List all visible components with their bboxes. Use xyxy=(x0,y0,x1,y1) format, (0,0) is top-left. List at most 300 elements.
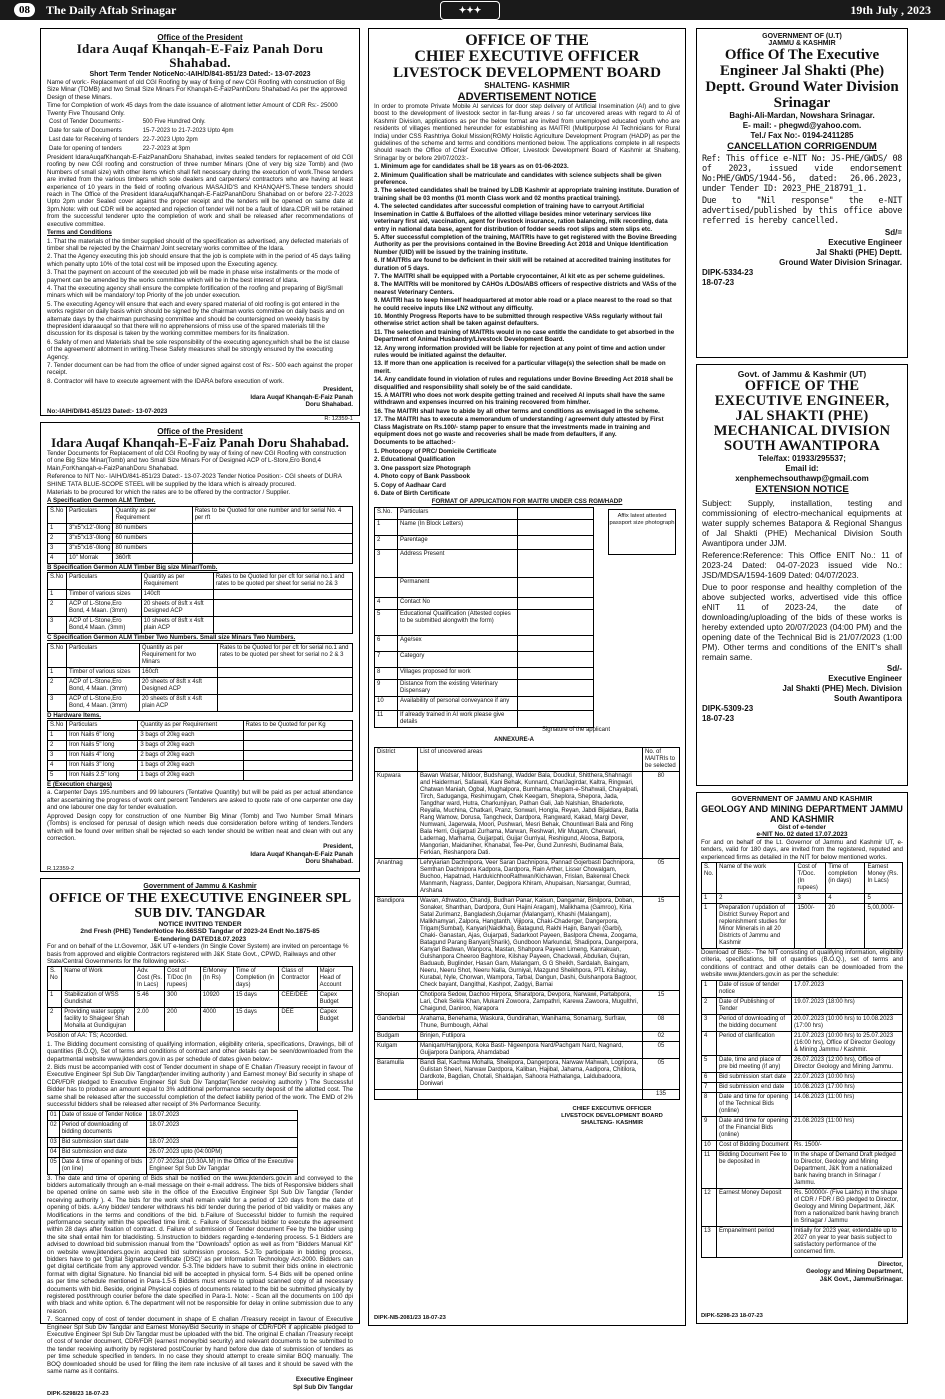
ad-ground-water-division xyxy=(696,28,908,358)
district-name: Kulgam xyxy=(375,1041,418,1058)
cell: 26.07.2023 (12:00 hrs), Office of Director Geology and Mining Jammu. xyxy=(792,1055,903,1072)
form-label: If already trained in AI work please give details xyxy=(398,710,518,727)
column-left xyxy=(40,28,360,1398)
col-num: 2 xyxy=(717,894,795,904)
point: 14. Any candidate found in violation of rules and regulations under Bovine Breeding Act 2018 shall be disqualified and responsibility shall solely be of the said candidate. xyxy=(374,376,674,391)
cell: 12 xyxy=(702,1188,717,1226)
form-blank xyxy=(517,635,594,651)
ad1-term: 3. That the payment on account of the executed job will be made in phase wise installments or the mode of payment can be amended by the works committee which will be in the best interest of Idara. xyxy=(47,269,340,284)
ad4-form-title: FORMAT OF APPLICATION FOR MAITRI UNDER CSS RGM/HADP xyxy=(431,498,623,506)
ad7-work-table xyxy=(701,862,903,949)
cell: 4 xyxy=(48,761,67,771)
doc-item: 1. Photocopy of PRC/ Domicile Certificate xyxy=(374,447,497,455)
ad4-title1: OFFICE OF THE xyxy=(465,32,589,49)
cell: 21.08.2023 (11:00 hrs) xyxy=(792,1116,903,1140)
ad7-signature xyxy=(701,1261,903,1284)
ad1-term: 6. Safety of men and Materials shall be sole responsibility of the executing agency,which shall be the ist clause of the agreement/ allotment in writing.These Safety measures shall be strongly ensured by the executing Agency. xyxy=(47,338,350,361)
cell: 20 sheets of 8sft x 4sft Designed ACP xyxy=(139,677,217,694)
form-label: Address Present xyxy=(398,549,518,577)
cell xyxy=(243,761,352,771)
cell: 1 xyxy=(48,667,67,677)
form-blank xyxy=(517,535,594,549)
point: 3. The selected candidates shall be trained by LDB Kashmir at appropriate training institute. Duration of training shall be 03 months (01 month Class work and 02 months practical training). xyxy=(374,187,679,202)
ad6-body2: Reference:Reference: This Office ENIT No.: 11 of 2023-24 Dated: 04-07-2023 issued vide No.: JSD/MDSA/1594-1609 Dated: 04/07/2023. xyxy=(702,550,902,580)
cell xyxy=(213,590,352,600)
term-text: That the payment on account of the executed job will be made in phase wise installments or the mode of payment can be amended by the works committee which will be in the best interest of Idara. xyxy=(47,269,340,284)
district-areas: Bandi Bal, Kachwa Mohalla, Sheikpora, Dangerpora, Narwaw Mahwah, Logripora, Gulistan Sheeri, Narwaw Dardpora, Kaliban, Hajibal, Jahama, Aadipora, Chitilora, Dardkote, Bagdian, Chotali, Shaldajan, Sahoora Hathalanga, Laldubadoora, Doniwari xyxy=(418,1058,643,1089)
column-middle xyxy=(368,28,686,1326)
cell: 20 sheets of 8sft x 4sft plain ACP xyxy=(139,694,217,711)
form-blank xyxy=(517,667,594,679)
cell: Date, time and place of pre bid meeting (if any) xyxy=(717,1055,792,1072)
district-areas: Arahama, Benehama, Waskura, Gundirahan, Wanihama, Sonamarg, Surfraw, Thune, Burnbough, Akhal xyxy=(418,1014,643,1031)
ad3-intro: For and on behalf of the Lt.Governor, J&K UT e-tenders (In Single Cover System) are invited on percentage % basis from approved and eligible Contractors registered with J&K State Govt., CPWD, Railways and other State/Central Governments for the following works:- xyxy=(47,943,349,966)
th: Name of Work xyxy=(62,967,135,991)
form-blank xyxy=(517,519,594,535)
ad3-code: DIPK-5298/23 18-07-23 xyxy=(47,1391,109,1398)
ad-spl-sub-div-tangdar xyxy=(40,878,360,1398)
sign-line: Spl Sub Div Tangdar xyxy=(292,1383,353,1391)
form-num: 7 xyxy=(375,651,398,667)
cell: Date and time for opening of the Financial Bids (online) xyxy=(717,1116,792,1140)
point-text: Minimum Qualification shall be matriculate and candidates with science subjects shall be given preference. xyxy=(374,171,662,187)
ad1-schedule xyxy=(47,118,235,154)
cell: 17.07.2023 xyxy=(792,980,903,997)
ad4-points xyxy=(374,163,680,438)
form-label: Contact No xyxy=(398,597,518,609)
code-line: DIPK-5309-23 xyxy=(702,704,754,713)
sched-value: 22-7-2023 Upto 2pm xyxy=(142,137,198,144)
cell: 2 xyxy=(48,533,67,543)
cell: Period of clarification xyxy=(717,1031,792,1055)
th: List of uncovered areas xyxy=(418,747,643,771)
ad5-body2: Due to "Nil response" the e-NIT advertised/published by this office above referred is hereby cancelled. xyxy=(702,196,902,226)
form-blank xyxy=(517,651,594,667)
cell xyxy=(243,771,352,781)
cell: 3 xyxy=(48,617,67,634)
th: Particulars xyxy=(67,721,138,731)
form-label: Availability of personal conveyance if any xyxy=(398,696,518,710)
ad7-govt: GOVERNMENT OF JAMMU AND KASHMIR xyxy=(731,796,873,803)
cell: 3"x5"x13'-0long xyxy=(67,533,113,543)
th: Quantity as per Requirement for two Minars xyxy=(139,643,217,667)
cell: 3 xyxy=(48,694,67,711)
ad6-body3: Due to poor response and healthy completion of the above subjected works, advertised vide this office eNIT 11 of 2023-24, the date of downloading/uploading of the bids of these works is hereby extended upto 20/07/2023 (04:00 PM) and the opening date of the Technical Bid is 21/07/2023 (1:00 PM). Other terms and conditions of the ENIT's shall remain same. xyxy=(702,582,902,662)
ad3-p3: 3. The date and time of opening of Bids shall be notified on the www.jktenders.gov.in and conveyed to the bidders automatically through an e-mail message on their e-mail address. The bids of Responsive bidders shall be opened online on same web site in the office of the Executive Engineer Spl Sub Div Tangdar (Tender receiving authority ). 4. The bids for the work shall remain valid for a period of 120 days from the date of opening of bids. a.Any bidder/ tenderer withdraws his bid/ tender during the period of bid validity or makes any Modifications in the terms and conditions of the bid. b.Failure of Successful bidder to furnish the required performance security within the specified time limit. c. Failure of Successful bidder to execute the agreement within 28 days after fixation of contract. d. Failure of submission of Tender document Fee by the bidder using the site shall entail him for blacklisting. 5.Instruction to bidders regarding e-tendering process. 5-1 Bidders are advised to download bid submission manual from the "Downloads" option as well as from "Bidders Manual Kit" on website www.jktenders.gov.in acquired bid submission process. 5-2.To participate in bidding process, bidders have to get 'Digital Signature Certificate (DSC)' as per Information Technology Act-2000. Bidders can get digital certificate from any approved vendor. 5-3.The bidders have to submit their bids online in electronic format with digital Signature. No financial bid will be accepted in physical form. 5-4 Bids will be opened online as per time schedule mentioned in Para-1.5-5 Bidders must ensure to upload scanned copy of all necessary documents with bid. Beside, original Physical copies of documents related to the bid be submitted physically by registered post/through courier before the date specified in Para-1. Note: - Scan all the documents on 100 dpi with black and white option. 6.The department will not be responsible for delay in online submission due to any reason. xyxy=(47,1174,353,1315)
ad4-docs-title: Documents to be attached:- xyxy=(374,439,456,447)
cell: 160cft xyxy=(139,667,217,677)
th: Rates to be Quoted for per cft for serial no.1 and rates to be quoted per sheet for serial no 2& 3 xyxy=(213,573,352,590)
ad1-term: 1. That the materials of the timber supplied should of the specification as advertised, any defected materials of timber shall be rejected by the Chairman/ Joint secretary works committee of the Idara. xyxy=(47,237,349,252)
cell: 3"x5"x12'-0long xyxy=(67,523,113,533)
ad1-term: 2. That the Agency executing this job should ensure that the job is complete with in the period of 45 days failing which penalty upto 10% of the total cost will be imposed upon the Executing agency. xyxy=(47,253,351,268)
doc-item: 3. One passport size Photograph xyxy=(374,464,471,472)
cell: 04 xyxy=(48,1147,60,1157)
cell xyxy=(213,617,352,634)
ad6-code xyxy=(702,704,902,724)
ad1-time: Time for Completion of work 45 days from the date issuance of allotment letter Amount of CDR Rs:- 25000 Twenty Five Thousand Only. xyxy=(47,102,338,117)
cell: 1 bags of 20kg each xyxy=(138,771,243,781)
cell xyxy=(213,600,352,617)
column-right xyxy=(696,28,908,1324)
cell: 2 xyxy=(702,997,717,1014)
ad3-sub1: NOTICE INVITING TENDER xyxy=(158,921,242,928)
form-label: Category xyxy=(398,651,518,667)
district-name: Anantnag xyxy=(375,858,418,896)
sign-line: J&K Govt., Jammu/Srinagar. xyxy=(819,1275,903,1283)
cell: Initially for 2023 year, extendable up to 2027 on year to year basis subject to satisfactory performance of the concerned firm. xyxy=(792,1226,903,1257)
cell xyxy=(217,677,352,694)
doc-text: Copy of Aadhaar Card xyxy=(380,481,446,489)
th: Time of completion (in days) xyxy=(826,863,865,894)
th: Earnest Money (Rs. In Lacs) xyxy=(865,863,903,894)
cell: 60 numbers xyxy=(113,533,192,543)
ad1-ref: No:-IAIH/D/841-851/23 Dated:- 13-07-2023 xyxy=(47,408,168,416)
form-num: 2 xyxy=(375,535,398,549)
doc-text: Educational Qualification xyxy=(380,456,456,464)
ad4-place: SHALTENG- KASHMIR xyxy=(484,81,570,90)
cell: 10" Morrak xyxy=(67,553,113,563)
district-count: 15 xyxy=(643,896,680,990)
ad4-districts-table xyxy=(374,747,680,1100)
cell xyxy=(375,1089,418,1099)
th: Quantity as per Requirement xyxy=(141,573,213,590)
ad1-signature xyxy=(47,386,353,408)
ad2-signature xyxy=(47,843,353,865)
point: 7. The MAITRI shall be equipped with a Portable cryocontainer, AI kit etc as per scheme guidelines. xyxy=(374,272,665,280)
col-num: 5 xyxy=(865,894,903,904)
cell: 15 days xyxy=(233,991,279,1008)
cell: 2 xyxy=(48,1008,62,1032)
cell: 5 xyxy=(702,1055,717,1072)
ad4-intro: In order to promote Private Mobile AI services for door step delivery of Artificial Insemination (AI) and to give boost to the development of livestock sector in far-flung areas / so far uncovered areas with regard to AI of Kashmir Division, applications as per the below format are invited from unemployed educated youth who are residents of villages mentioned hereunder for establishing as MAITRI (Multipurpose AI Technicians for Rural India) under CSS Rashtriya Gokul Mission(RGM)/ Holistic Agriculture Development Program (HADP) as per the guidelines of the scheme and terms and conditions mentioned below. The applications complete in all respects should reach the Office of Chief Executive Officer, Livestock Development Board of Kashmir at Shalteng, Srinagar by or before 29/07/2023:- xyxy=(374,103,680,162)
cell xyxy=(217,694,352,711)
ad5-body: Ref: This office e-NIT No: JS-PHE/GWDS/ 08 of 2023, issued vide endorsement No:PHE/GWDS/1944-56, dated: 26.06.2023, under Tender ID: 2023_PHE_218791_1. xyxy=(702,154,902,194)
form-blank xyxy=(517,696,594,710)
sign-line: Jal Shakti (PHE) Mech. Division xyxy=(782,684,902,693)
cell: Date & time of opening of bids (on line) xyxy=(59,1157,147,1174)
th: Class of Contractor xyxy=(279,967,317,991)
cell: 360rft xyxy=(113,553,192,563)
th: District xyxy=(375,747,418,771)
ad2-exec-a: a. Carpenter Days 195.numbers and 99 labourers (Tentative Quantity) but will be paid as per actual attendance after ascertaining the progress of work cent percent Tenderers are asked to quote rate of one carpenter one day and one labourer one day for tender evaluation. xyxy=(47,789,354,812)
issue-date: 19th July , 2023 xyxy=(850,3,931,17)
th: S. No xyxy=(48,967,62,991)
ad-mechanical-division-awantipora xyxy=(696,364,908,786)
cell: 4 xyxy=(702,1031,717,1055)
ad3-p1: 1. The Bidding document consisting of qualifying information, eligibility criteria, specifications, Drawings, bill of quantities (B.O.Q), Set of terms and conditions of contract and other details can be seen/downloaded from the departmental website www.jktenders.gov.in as per schedule of dates given below:- xyxy=(47,1040,353,1063)
ad2-ref: Reference to NIT No:- IAIH/D/841-851/23 Dated:- 13-07-2023 Tender Notice Position:- CGI sheets of DURA SHINE TATA BLUE-SCOPE STEEL will be supplied by the Idara which is already procured. xyxy=(47,473,342,488)
term-text: That the Agency executing this job should ensure that the job is complete with in the period of 45 days failing which penalty upto 10% of the total cost will be imposed upon the Executing agency. xyxy=(47,253,351,268)
form-num: 5 xyxy=(375,609,398,635)
th: E/Money (In Rs) xyxy=(200,967,233,991)
cell: ACP of L-Stone,Ero Bond, 4 Maan. (3mm) xyxy=(67,694,140,711)
cell: Period of downloading of the bidding document xyxy=(717,1014,792,1031)
cell: 200 xyxy=(165,1008,201,1032)
term-text: The executing Agency will ensure that each and every spared material of old roofing is got entered in the works register on daily basis which should be signed by the chairman works committee on daily basis and on alternate days by the chairman purchasing committee and should be countersigned on weekly basis by thepresident idaraauqaf so that there will no apprehensions of miss use of the spared materials till the discussion for its disposal is taken by the working committee members for its finalization. xyxy=(47,300,345,338)
sched-label: Cost of Tender Documents:- xyxy=(49,119,124,126)
doc-item: 4. Photo copy of Bank Passbook xyxy=(374,473,470,481)
th: S.No xyxy=(48,643,67,667)
th: Rates to be Quoted for per cft for serial no.1 and rates to be quoted per sheet for serial no 2 & 3 xyxy=(217,643,352,667)
cell: 2 xyxy=(48,677,67,694)
cell xyxy=(192,543,352,553)
col-num: 4 xyxy=(826,894,865,904)
district-count: 02 xyxy=(643,1031,680,1041)
sign-line: Jal Shakti (PHE) Deptt. xyxy=(815,248,902,257)
cell: 3"x5"x16'-0long xyxy=(67,543,113,553)
cell: Cost of Bidding Document xyxy=(717,1140,792,1150)
point: 12. Any wrong information provided will be liable for rejection at any point of time and action under rules would be initiated against the defaulter. xyxy=(374,344,666,359)
ad3-dates-table xyxy=(47,1110,298,1175)
newspaper-name: The Daily Aftab Srinagar xyxy=(46,3,177,17)
ad4-signature xyxy=(544,1106,680,1127)
cell: 3 bags of 20kg each xyxy=(138,731,243,741)
cell xyxy=(243,751,352,761)
cell: 5,00,000/- xyxy=(865,904,903,949)
sign-line: CHIEF EXECUTIVE OFFICER xyxy=(572,1105,652,1112)
cell: 15 days xyxy=(233,1008,279,1032)
cell: DEE xyxy=(279,1008,317,1032)
cell: 140cft xyxy=(141,590,213,600)
ad5-code xyxy=(702,268,902,288)
ad1-office: Office of the President xyxy=(157,33,243,42)
district-count: 80 xyxy=(643,771,680,858)
cell: 19.07.2023 (18:00 hrs) xyxy=(792,997,903,1014)
cell: Iron Nails 6" long xyxy=(67,731,138,741)
ad1-title: Idara Auqaf Khanqah-E-Faiz Panah Doru Shahabad. xyxy=(76,41,324,70)
cell: 20 sheets of 8sft x 4sft Designed ACP xyxy=(141,600,213,617)
cell: 05 xyxy=(48,1157,60,1174)
th: Adv. Cost (Rs. In Lacs) xyxy=(135,967,165,991)
cell: 3 bags of 20kg each xyxy=(138,741,243,751)
sign-line: Sd/- xyxy=(886,664,902,673)
ad2-table-b xyxy=(47,572,353,634)
district-areas: Maniqam/Hanjipora, Koka Basti- Nigeenpora Nard/Pachgam Nard, Nagnard, Gujjarpora Danipora, Ahamdabad xyxy=(418,1041,643,1058)
ad5-signature xyxy=(702,228,902,268)
ad5-state: JAMMU & KASHMIR xyxy=(768,40,836,47)
district-areas: Brinjen, Futlipora xyxy=(418,1031,643,1041)
district-name: Ganderbal xyxy=(375,1014,418,1031)
cell: Capex Budget xyxy=(317,991,352,1008)
cell: 11 xyxy=(702,1150,717,1188)
point: 2. Minimum Qualification shall be matriculate and candidates with science subjects shall be given preference. xyxy=(374,171,662,187)
district-areas: Chotipora Sedow, Dachoo Hirpora, Sharatpora, Devpora, Narwawi, Partabpora, Lari, Chek Sekla Khan, Mukarni Zowoora, Zampathri, Karewa Zawoora, Mugulthri, Chaigund, Daniroo, Narapora xyxy=(418,990,643,1014)
cell: 80 numbers xyxy=(113,523,192,533)
th: Name of the work xyxy=(717,863,795,894)
ad4-application-form xyxy=(374,507,680,747)
cell: 2 bags of 20kg each xyxy=(138,751,243,761)
point-text: Any wrong information provided will be liable for rejection at any point of time and action under rules would be initiated against the defaulter. xyxy=(374,344,666,359)
col-num: 1 xyxy=(702,894,717,904)
cell: 1 xyxy=(48,991,62,1008)
term-text: Contractor will have to execute agreement with the IDARA before execution of work. xyxy=(53,377,284,385)
cell xyxy=(192,523,352,533)
cell: 27.07.2023at (10.30A.M) in the Office of the Executive Engineer Spl Sub Div Tangdar xyxy=(147,1157,298,1174)
ad5-govt: GOVERNMENT OF (U.T) xyxy=(762,33,842,40)
sign-line: Ground Water Division Srinagar. xyxy=(779,258,902,267)
ad6-tel: Tele/fax: 01933/295537; xyxy=(758,454,846,463)
ad2-section-d: D Hardware Items. xyxy=(47,711,101,719)
district-name: Kupwara xyxy=(375,771,418,858)
th: S.No xyxy=(48,573,67,590)
form-label: Villages proposed for work xyxy=(398,667,518,679)
district-areas: Bawan Watsar, Nildoor, Budshangi, Wadder Bala, Doudkul, Shitthera,Shahnagri and Haidermari, Safawali, Kani Behak, Kunnard, ChariJagirdar, Kaltra, Ringwari, Chatwan Maniah, Ogbal, Mughalpora, Bumhama, Mugam-e-Shahwali, Chayalpati, Tirch, Saduganga, Reshimugam, Chek Keegam, Sheplora, Shepora, Jada, Tangdhar ward, Hutra, Charkunjiyan, Pathan Gali, Jab Nalshian, Bhaderkote, Reyalla, Muchina, Chatkari, Pranz, Sonwari, Hongla, Reyan, Jabdi Bijaldara, Batla Rang Wamow, Dorusa, Tangcheck, Dardpora, Rangward, Kakad, Margi Dever, Numwani, Jagerwala, Moori, Pushwari, Mesri Behak, Chountiwari Bala and Ring Bala Herri, Gujjarpati Zurhama, Marwan, Reshwari, Mir Muqam, Cherwari, Ladernag, Marhama, Gujjarpati, Gujjar Gurriyal, Reshigund, Aloosa, Batpora, Mangorian, Maidaniher, Khanabal, Tee-Per, Gund Zunreshi, Budinamal Bala, Ferkian, Reshanpora Dati. xyxy=(418,771,643,858)
ad2-title: Idara Auqaf Khanqah-E-Faiz Panah Doru Shahabad. xyxy=(51,435,349,450)
cell xyxy=(243,731,352,741)
point-text: If MAITRIs are found to be deficient in their skill will be retained at accredited training institutes for duration of 5 days. xyxy=(374,257,671,272)
th: S.No xyxy=(48,506,67,523)
doc-text: Date of Birth Certificate xyxy=(380,489,450,497)
cell: 20.07.2023 (10:00 hrs) to 10.08.2023 (17:00 hrs) xyxy=(792,1014,903,1031)
form-num: 6 xyxy=(375,635,398,651)
ad1-term: 8. Contractor will have to execute agreement with the IDARA before execution of work. xyxy=(47,377,284,385)
ad4-title3: LIVESTOCK DEVELOPMENT BOARD xyxy=(393,65,661,81)
cell: ACP of L-Stone,Ero Bond, 4 Maan. (3mm) xyxy=(67,677,140,694)
ad4-code: DIPK-NB-2081/23 18-07-23 xyxy=(374,1314,446,1321)
sched-label: Last date for Receiving of tenders xyxy=(49,137,139,144)
cell: ACP of L-Stone,Ero Bond,4 Maan. (3mm) xyxy=(67,617,142,634)
th: S. No. xyxy=(702,863,717,894)
point: 9. MAITRI has to keep himself headquartered at motor able road or a place nearest to the road so that he could receive inputs like LN2 without any difficulty. xyxy=(374,297,672,312)
ad5-subtitle: CANCELLATION CORRIGENDUM xyxy=(727,141,877,152)
district-name: Bandipora xyxy=(375,896,418,990)
district-areas: Wavan, Athwatoo, Chandji, Budhan Panar, Kaisun, Dangarnar, Binilpora, Doban, Sonaker, Shanthan, Dardpora, Guni Hajini Aragam), Malikhama (Gamroo), Kiria Satal Zurimanz, Bangladesh,Gujarnar (Malangam), Khashi (Malangam), Malikhamyari, Zalpora, Hangtanth, Vijipora, Chaki-Chaderger, Dangerpora, Trigam(Sumbal), Kanyari(Naidkhai), Batagund, Rakhi Hajin, Banyari (Garbi), Chaki- Ganastan, Ajas, Gujarpati, Sadarkoot Payeen, Baslpora Chewa, Zoogama, Batagund Parang Banyari(Sharik), Gundboon Markundal, Shadipora, Dangerpora, Kanyari Badwan, Wanpora, Mastan, Shahpora Payeen Limeng, Kanrakuan, Gulshanpora Cheeroo Baghtore, Kilshay Payeen, Chackwali, Abdulian, Gujran, Baduaub, Buglinder, Hasan Gam, Malangam, G G Sheikh, Sardalah, Baingam, Neeru, Neeru Shot, Neeru Nalla, Gurniyal, Mazgund Sheikhpora, PTL Kilshay, Kurabal, Nyle, Chorwan, Wampora, Tarbal, Dangun, Dashi, Gulshanpora Bagtoor, Check bayant, Dangithal, Kashpot, Zadgyi, Barnai xyxy=(418,896,643,990)
ad1-terms-title: Terms and Conditions xyxy=(47,229,112,237)
ad-livestock-development-board xyxy=(368,28,686,1326)
district-count: 05 xyxy=(643,1041,680,1058)
ad6-email-label: Email id: xyxy=(785,464,819,473)
cell: Empanelment period xyxy=(717,1226,792,1257)
form-label: Age/sex xyxy=(398,635,518,651)
form-num: 4 xyxy=(375,597,398,609)
cell: 22.07.2023 (10:00 hrs) xyxy=(792,1072,903,1082)
sign-line: Sd/= xyxy=(884,228,902,237)
cell xyxy=(192,553,352,563)
ad3-p7: 7. Scanned copy of cost of tender document in shape of E challan /Treasury receipt in favour of Executive Engineer Spl Sub Div Tangdar and Earnest Money/Bid Security in shape of CDR/FDR if applicable pledged to Executive Engineer Spl Sub Div Tangdar must be uploaded with the bid. The original E challan /Treasury receipt of cost of tender document, CDR/FDR (earnest money/bid security) and relevant documents to be submitted to the tender receiving authority by registered post/Courier by hand before due date of submission of tenders as per time schedule specified in tenders. In no case they should attempt to create similar BOQ manually. The BOQ downloaded should be used for filling the item rate inclusive of all taxes and it should be saved with the same name as it contains. xyxy=(47,1316,353,1376)
ad2-table-d xyxy=(47,720,353,781)
sched-value: 15-7-2023 to 21-7-2023 Upto 4pm xyxy=(142,128,234,135)
sign-line: President, xyxy=(323,386,353,394)
ad-idara-tender-documents xyxy=(40,422,360,872)
ad7-code: DIPK-5298-23 18-07-23 xyxy=(701,1312,763,1319)
point-text: After successful completion of the training, MAITRIs have to get registered with the Bovine Breeding Authority as per the provisions contained in the Bovine Breeding Act 2018 and Unique Identification Number (UID) will be issued by the training institute. xyxy=(374,233,677,256)
cell: CEE/DEE xyxy=(279,991,317,1008)
form-blank xyxy=(517,609,594,635)
cell: 4000 xyxy=(200,1008,233,1032)
form-blank xyxy=(517,549,594,577)
ad1-code: R: 12359-1 xyxy=(324,415,353,422)
cell: 18.07.2023 xyxy=(147,1110,298,1120)
doc-item: 6. Date of Birth Certificate xyxy=(374,489,450,497)
term-text: That the executing agency shall ensure the complete fortification of the roofing and preparing of Big/Small minars which will be mandatory/ top Priority of the job under execution. xyxy=(47,284,343,300)
cell: Bid submission end date xyxy=(717,1082,792,1092)
ad4-title2: CHIEF EXECUTIVE OFFICER xyxy=(414,48,640,65)
cell: 3 xyxy=(48,543,67,553)
sign-line: Director, xyxy=(877,1260,903,1268)
cell: 80 numbers xyxy=(113,543,192,553)
point-text: The selected candidates shall be trained by LDB Kashmir at appropriate training institute. Duration of training shall be 03 months (01 month Class work and 02 months practical training). xyxy=(374,187,679,202)
form-num: 11 xyxy=(375,710,398,727)
form-blank xyxy=(517,577,594,597)
sign-line: Idara Auqaf Khanqah-E-Faiz Panah xyxy=(250,393,353,401)
cell: 6 xyxy=(702,1072,717,1082)
form-num: S.No. xyxy=(375,507,398,519)
cell: 1 xyxy=(48,590,67,600)
cell xyxy=(418,1089,643,1099)
ad3-p2: 2. Bids must be accompanied with cost of Tender document in shape of E Challan /Treasury receipt in favour of Executive Engineer Spl Sub Div Tangdar(tender inviting authority ) and Earnest money/ Bid security in shape of CDR/FDR pledged to Executive Engineer Spl Sub Div Tangdar(Tender receiving authority ) The Successful Bidder has to produce an amount equal to 3% additional performance security deposit of the allotted cost. The same shall be released after the successful completion of the defect liability period of the work. The EMD of 2% successful bidders shall be released after receipt of 3% Performance Security. xyxy=(47,1064,353,1109)
sched-label: Date for opening of tenders xyxy=(49,146,122,153)
doc-text: Photo copy of Bank Passbook xyxy=(380,473,470,481)
point-text: A MAITRI who does not work despite getting trained and received AI inputs shall have the same withdrawn and expenses incurred on his training recovered from him/her. xyxy=(374,392,665,407)
cell: 5 xyxy=(48,771,67,781)
sign-line: Doru Shahabad. xyxy=(305,858,353,866)
form-label: Permanent xyxy=(398,577,518,597)
ad6-title: OFFICE OF THE EXECUTIVE ENGINEER, JAL SHAKTI (PHE) MECHANICAL DIVISION SOUTH AWANTIPORA xyxy=(713,378,891,454)
cell: 1 xyxy=(702,980,717,997)
point: 15. A MAITRI who does not work despite getting trained and received AI inputs shall have the same withdrawn and expenses incurred on his training recovered from him/her. xyxy=(374,392,665,407)
form-num: 9 xyxy=(375,679,398,696)
ad2-table-c xyxy=(47,643,353,712)
photo-box: Affix latest attested passport size photograph xyxy=(608,509,676,555)
cell: Rs. 500000/- (Five Lakhs) in the shape of CDR / FDR / BG pledged to Director, Geology and Mining Department, J&K from a nationalized bank having branch in Srinagar / Jammu xyxy=(792,1188,903,1226)
cell: Bid submission end date xyxy=(59,1147,147,1157)
district-total: 135 xyxy=(643,1089,680,1099)
term-text: Safety of men and Materials shall be sole responsibility of the executing agency,which shall be the ist clause of the agreement/ allotment in writing.These Safety measures shall be strongly ensured by the executing Agency. xyxy=(47,338,350,361)
cell: 1 xyxy=(48,523,67,533)
ad7-schedule-table xyxy=(701,980,903,1258)
form-label: Name (In Block Letters) xyxy=(398,519,518,535)
th: Rates to be Quoted for per Kg xyxy=(243,721,352,731)
ad3-position: Position of AA: TS; Accorded. xyxy=(47,1032,128,1040)
cell: Bid submission start date xyxy=(717,1072,792,1082)
cell: 10920 xyxy=(200,991,233,1008)
cell: 5.46 xyxy=(135,991,165,1008)
ad6-body: Subject: Supply, installation, testing and commissioning of electro-mechanical equipments at water supply schemes Batapora & Regional Shangus of Jal Shakti (PHE) Mechanical Division South Awantipora under JJM. xyxy=(702,498,902,548)
district-count: 05 xyxy=(643,858,680,896)
cell: Date of issue of tender notice xyxy=(717,980,792,997)
point: 10. Monthly Progress Reports have to be submitted through respective VASs regularly without fail otherwise strict action shall be taken against defaulters. xyxy=(374,312,663,328)
cell: 1 bags of 20kg each xyxy=(138,761,243,771)
ad5-tel: Tel./ Fax No:- 0194-2411285 xyxy=(750,131,854,140)
ad1-term: 4. That the executing agency shall ensure the complete fortification of the roofing and preparing of Big/Small minars which will be mandatory/ top Priority of the job under execution. xyxy=(47,284,343,300)
th: No. of MAITRIs to be selected xyxy=(643,747,680,771)
point-text: If more than one application is received for a particular village(s) the selection shall be made on merit. xyxy=(374,360,666,375)
point: 17. The MAITRI has to execute a memorandum of understanding / agreement duly attested by First Class Magistrate on Rs.100/- stamp paper to ensure that the investments made in training and equipment does not go waste and recoveries shall be made from defaulters, if any. xyxy=(374,416,664,439)
sign-line: Executive Engineer xyxy=(828,674,902,683)
cell: 2 xyxy=(48,741,67,751)
ad2-note: Materials to be procured for which the rates are to be offered by the contractor / Supplier. xyxy=(47,489,291,497)
term-text: That the materials of the timber supplied should of the specification as advertised, any defected materials of timber shall be rejected by the Chairman/ Joint secretary works committee of the Idara. xyxy=(47,237,349,252)
cell: Rs. 1500/- xyxy=(792,1140,903,1150)
point-text: The selection and training of MAITRIs would in no case entitle the candidate to get absorbed in the Department of Animal Husbandry/Livestock Development Board. xyxy=(374,328,675,344)
ad3-title: OFFICE OF THE EXECUTIVE ENGINEER SPL SUB DIV. TANGDAR xyxy=(48,891,352,921)
application-form-table xyxy=(374,507,594,728)
cell: 02 xyxy=(48,1120,60,1137)
sign-line: SHALTENG- KASHMIR xyxy=(580,1119,644,1126)
cell: 4 xyxy=(48,553,67,563)
point: 16. The MAITRI shall have to abide by all other terms and conditions as envisaged in the scheme. xyxy=(374,407,660,415)
masthead xyxy=(0,0,945,20)
th: Quantity as per Requirement xyxy=(113,506,192,523)
th: Particulars xyxy=(67,643,140,667)
ad1-body: President IdaraAuqafKhanqah-E-FaizPanahDoru Shahabad, invites sealed tenders for replacement of old CGI roofing by new CGI roofing and construction of three number Minars (One of very big size Tomb) and (two Numbers of small size) with other items which shall felt necessary during the execution of work.These tenders are invited from the various timbers which sole dealers and carpenters/ contractors who are having at least experience of 10 years in the field of roofing ofvarious MASAJID'S and KHANQAH'S.These tenders should reach in The Office of the President IdaraAuqafKhanqah-E-FaizPanahDoru Shahabad on or before 22-7-2023 Upto 2pm under Sealed cover against the proper receipt and the tenders will be opened on same date at 3pm.Note: with out CDR will be accepted and rejection of tender will not be a fault of Idara.CDR will be retained from the successful tenderer upto the completion of work and shall be released after recommendations of executive committee. xyxy=(47,154,353,228)
th: Particulars xyxy=(67,506,113,523)
cell: Period of downloading of bidding documents xyxy=(59,1120,147,1137)
ad7-sub1: Gist of e-tender xyxy=(777,824,827,831)
district-name: Shopian xyxy=(375,990,418,1014)
th: Cost of T/Doc (In rupees) xyxy=(165,967,201,991)
